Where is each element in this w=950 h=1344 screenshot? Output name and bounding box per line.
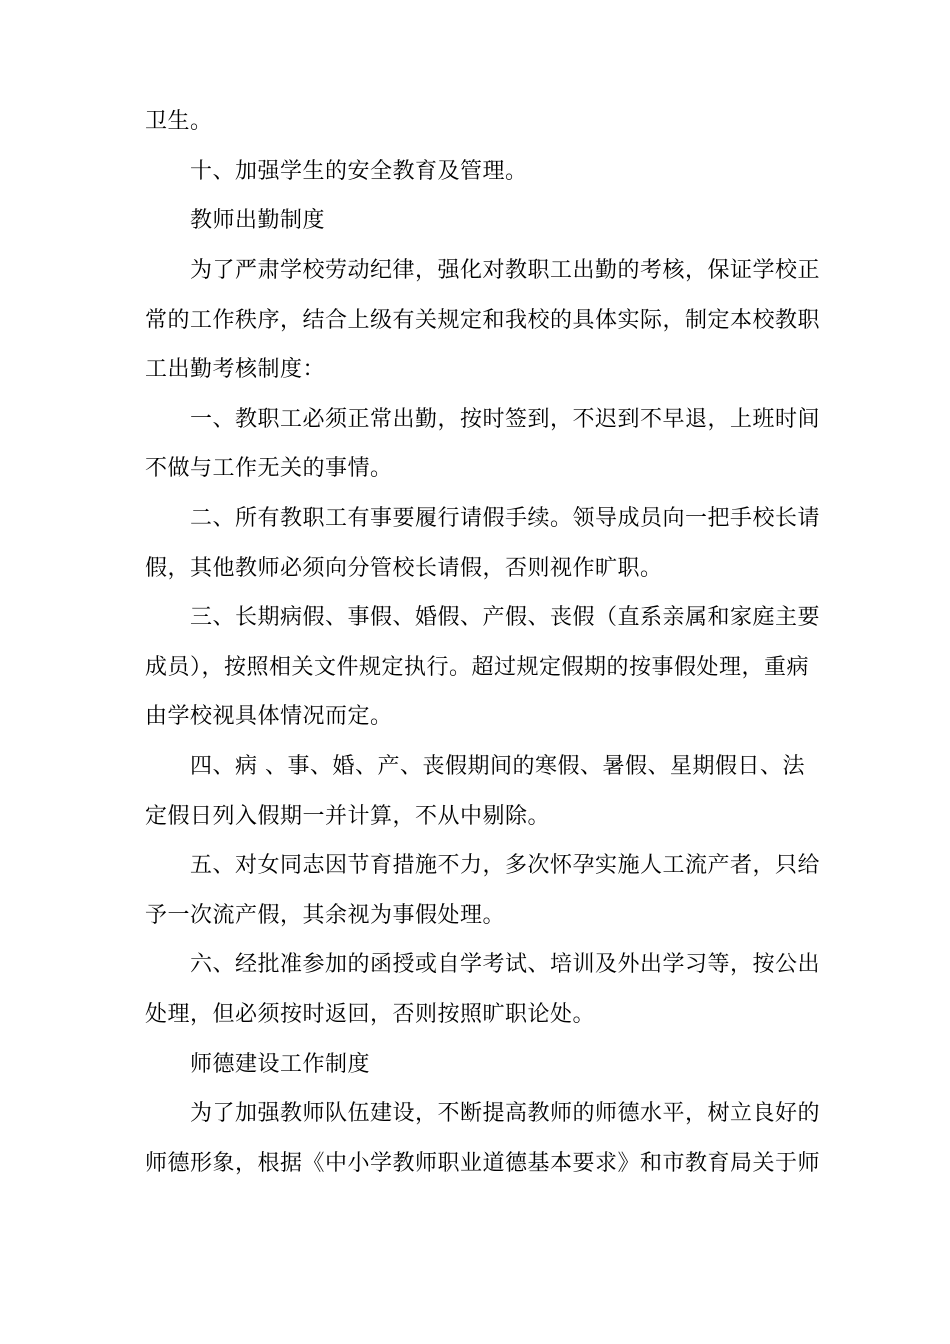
text-line: 五、对女同志因节育措施不力，多次怀孕实施人工流产者，只给 [190, 853, 821, 878]
text-line: 假，其他教师必须向分管校长请假，否则视作旷职。 [145, 556, 663, 581]
text-line: 成员），按照相关文件规定执行。超过规定假期的按事假处理，重病 [145, 655, 810, 680]
text-line: 十、加强学生的安全教育及管理。 [190, 159, 528, 184]
section-heading: 师德建设工作制度 [190, 1052, 371, 1077]
text-line: 卫生。 [145, 109, 213, 134]
text-line: 一、教职工必须正常出勤，按时签到，不迟到不早退，上班时间 [190, 407, 821, 432]
text-line: 处理，但必须按时返回，否则按照旷职论处。 [145, 1002, 596, 1027]
text-line: 定假日列入假期一并计算，不从中剔除。 [145, 804, 551, 829]
text-line: 六、经批准参加的函授或自学考试、培训及外出学习等，按公出 [190, 952, 821, 977]
text-line: 为了严肃学校劳动纪律，强化对教职工出勤的考核，保证学校正 [190, 258, 821, 283]
text-line: 工出勤考核制度： [145, 357, 326, 382]
text-line: 不做与工作无关的事情。 [145, 456, 393, 481]
text-line: 三、长期病假、事假、婚假、产假、丧假（直系亲属和家庭主要 [190, 605, 821, 630]
text-line: 为了加强教师队伍建设，不断提高教师的师德水平，树立良好的 [190, 1101, 821, 1126]
text-line: 二、所有教职工有事要履行请假手续。领导成员向一把手校长请 [190, 506, 821, 531]
text-line: 常的工作秩序，结合上级有关规定和我校的具体实际，制定本校教职 [145, 308, 821, 333]
text-line: 师德形象，根据《中小学教师职业道德基本要求》和市教育局关于师 [145, 1151, 821, 1176]
text-line: 由学校视具体情况而定。 [145, 704, 393, 729]
text-line: 四、病 、事、婚、产、丧假期间的寒假、暑假、星期假日、法 [190, 754, 805, 779]
text-line: 予一次流产假，其余视为事假处理。 [145, 903, 506, 928]
section-heading: 教师出勤制度 [190, 208, 326, 233]
